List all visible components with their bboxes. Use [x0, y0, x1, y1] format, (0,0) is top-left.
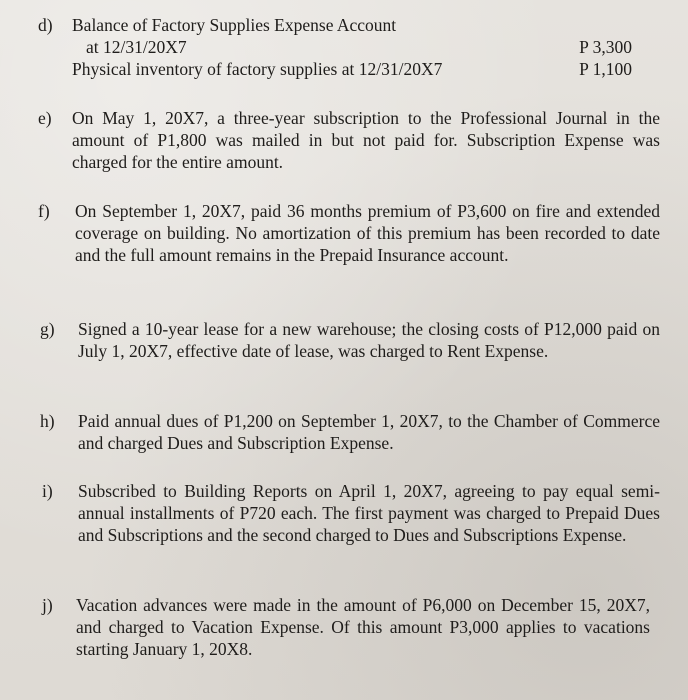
item-d-line-2-amount: P 1,100 — [579, 59, 632, 79]
item-d-line-2-label: Physical inventory of factory supplies at 12/31/20X7 — [72, 59, 443, 79]
item-letter: j) — [42, 595, 53, 615]
item-h — [40, 410, 662, 456]
item-f — [38, 200, 662, 292]
item-letter: h) — [40, 411, 55, 431]
item-e — [38, 107, 662, 177]
item-f-text: On September 1, 20X7, paid 36 months premium of P3,600 on fire and extended coverage on building. No amortization of this premium has been recorded to date and the full amount remains in the Prepaid Insurance account. — [75, 201, 660, 265]
item-d — [38, 14, 650, 84]
item-letter: i) — [42, 481, 53, 501]
item-body — [72, 14, 636, 80]
item-d-line-1 — [72, 36, 636, 58]
item-i-text: Subscribed to Building Reports on April 1, 20X7, agreeing to pay equal semi-annual installments of P720 each. The first payment was charged to Prepaid Dues and Subscriptions and the second charged to Dues and Subscriptions Expense. — [78, 481, 660, 545]
item-d-title: Balance of Factory Supplies Expense Account — [72, 15, 397, 35]
item-letter: f) — [38, 201, 50, 221]
item-d-line-1-label: at 12/31/20X7 — [86, 37, 187, 57]
item-j-text: Vacation advances were made in the amount of P6,000 on December 15, 20X7, and charged to Vacation Expense. Of this amount P3,000 applies to vacations starting January 1, 20X8. — [76, 595, 650, 659]
item-letter: d) — [38, 15, 53, 35]
item-letter: e) — [38, 108, 52, 128]
item-letter: g) — [40, 319, 55, 339]
item-g-text: Signed a 10-year lease for a new warehouse; the closing costs of P12,000 paid on July 1, 20X7, effective date of lease, was charged to Rent Expense. — [78, 319, 660, 361]
item-e-text: On May 1, 20X7, a three-year subscription to the Professional Journal in the amount of P1,800 was mailed in but not paid for. Subscription Expense was charged for the entire amount. — [72, 108, 660, 172]
item-j — [42, 594, 662, 664]
item-i — [42, 480, 662, 572]
item-g — [40, 318, 662, 388]
item-d-line-1-amount: P 3,300 — [579, 37, 632, 57]
item-h-text: Paid annual dues of P1,200 on September 1, 20X7, to the Chamber of Commerce and charged Dues and Subscription Expense. — [78, 411, 660, 453]
item-d-line-2 — [72, 58, 636, 80]
